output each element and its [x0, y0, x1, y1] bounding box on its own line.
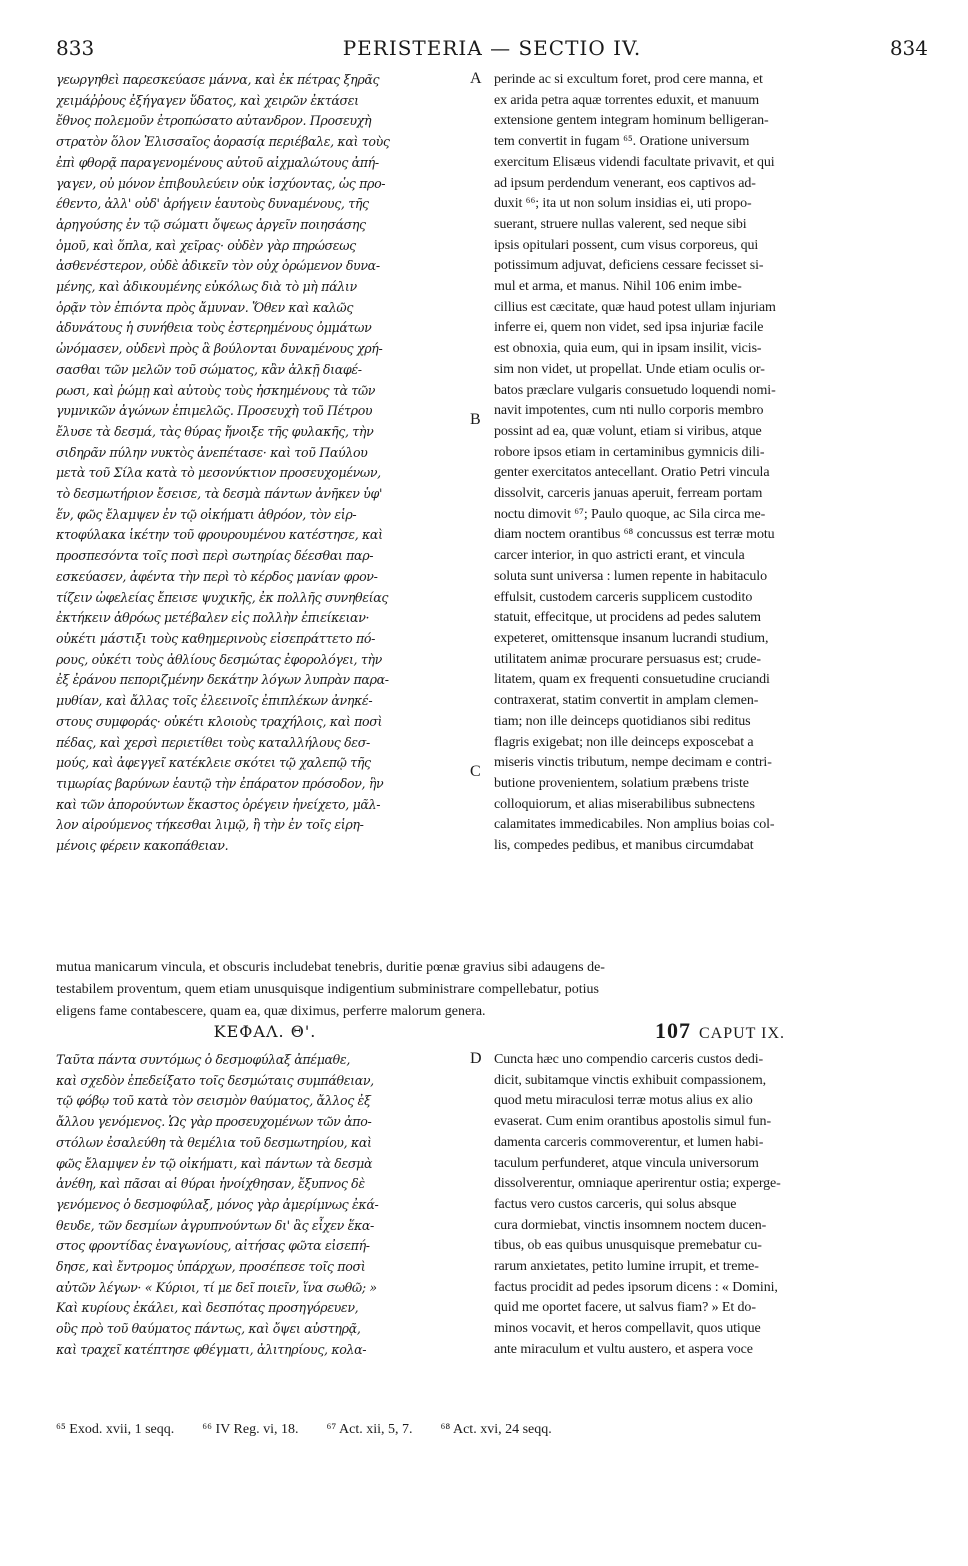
greek-text-line: πέδας, καὶ χερσὶ περιετίθει τοὺς καταλλήλους δεσ-: [56, 734, 370, 750]
greek-text-line: στρατὸν ὅλον Ἐλισσαῖος ἀορασίᾳ περιέβαλε, καὶ τοὺς: [56, 134, 390, 150]
greek-text-line: δησε, καὶ ἔντρομος ὑπάρχων, προσέπεσε τοῖς ποσὶ: [56, 1259, 366, 1275]
latin-text-line: factus vero custos carceris, qui solus absque: [494, 1196, 737, 1212]
margin-letter-a: A: [470, 70, 482, 87]
latin-text-line: factus procidit ad pedes ipsorum dicens : « Domini,: [494, 1279, 778, 1295]
latin-text-line: cillius est cæcitate, quæ haud potest ullam injuriam: [494, 299, 776, 315]
footnotes: [56, 1422, 928, 1438]
greek-text-line: μένοις φέρειν κακοπάθειαν.: [56, 838, 229, 854]
latin-text-line: noctu dimovit ⁶⁷; Paulo quoque, ac Sila circa me-: [494, 506, 766, 522]
greek-text-line: ἀνέθη, καὶ πᾶσαι αἱ θύραι ἠνοίχθησαν, ἔξυπνος δὲ: [56, 1176, 365, 1192]
greek-text-line: τῷ φόβῳ τοῦ κατὰ τὸν σεισμὸν θαύματος, ἄλλος ἐξ: [56, 1093, 371, 1109]
latin-text-line: expeteret, omittensque insanum lucrandi studium,: [494, 630, 769, 646]
greek-text-line: φῶς ἔλαμψεν ἐν τῷ οἰκήματι, καὶ πάντων τὰ δεσμὰ: [56, 1155, 373, 1171]
latin-text-line: dissolverentur, omniaque aperirentur ostia; experge-: [494, 1176, 781, 1192]
full-width-line: mutua manicarum vincula, et obscuris includebat tenebris, duritie pœnæ gravius sibi adaugens de-: [56, 960, 605, 975]
latin-chapter-heading: [560, 1018, 880, 1044]
footnote: ⁶⁷ Act. xii, 5, 7.: [326, 1422, 413, 1437]
latin-text-line: Cuncta hæc uno compendio carceris custos dedi-: [494, 1052, 764, 1067]
greek-text-line: Ταῦτα πάντα συντόμως ὁ δεσμοφύλαξ ἀπέμαθε,: [56, 1052, 350, 1067]
latin-text-line: colloquiorum, et alias miserabilibus subnectens: [494, 796, 755, 812]
latin-text-line: minos vocavit, et heros compellavit, quos utique: [494, 1321, 761, 1337]
greek-column-top: [56, 70, 468, 857]
latin-text-line: quid me oportet facere, ut salvus fiam? » Et do-: [494, 1300, 756, 1316]
full-width-text: [56, 957, 926, 1023]
latin-text-line: sim non videt, ut propellat. Unde etiam oculis or-: [494, 361, 765, 377]
latin-text-line: est obnoxia, quia eum, qui in ipsam insilit, vicis-: [494, 341, 762, 357]
latin-text-line: tem convertit in fugam ⁶⁵. Oratione universum: [494, 134, 750, 150]
latin-text-line: butione provenientem, solatium præbens triste: [494, 775, 749, 791]
latin-text-line: ad ipsum perdendum venerant, eos captivos ad-: [494, 175, 756, 191]
greek-text-line: ἕν, φῶς ἔλαμψεν ἐν τῷ οἰκήματι ἀθρόον, τὸν εἱρ-: [56, 506, 357, 522]
latin-text-line: calamitates immedicabiles. Non amplius boias col-: [494, 817, 775, 833]
latin-text-line: extensione gentem integram hominum belligeran-: [494, 113, 769, 129]
greek-text-line: τιμωρίας βαρύνων ἑαυτῷ τὴν ἐπάρατον πρόσοδον, ἣν: [56, 775, 384, 791]
latin-text-line: flagris exigebat; non ille deinceps exposcebat a: [494, 734, 754, 750]
greek-text-line: ὁρᾷν τὸν ἐπιόντα πρὸς ἄμυναν. Ὅθεν καὶ καλῶς: [56, 299, 354, 315]
latin-text-line: ipsis opitulari possent, cum visus corporeus, qui: [494, 237, 759, 253]
greek-text-line: ἀσθενέστερον, οὐδὲ ἀδικεῖν τὸν οὐχ ὁρώμενον δυνα-: [56, 258, 380, 274]
footnote: ⁶⁶ IV Reg. vi, 18.: [202, 1422, 299, 1437]
latin-text-line: diam noctem orantibus ⁶⁸ concussus est terræ motu: [494, 527, 775, 543]
greek-text-line: τίζειν ὠφελείας ἔπεισε ψυχικῆς, ἐκ πολλῆς συνηθείας: [56, 589, 389, 605]
greek-text-line: γαγεν, οὐ μόνον ἐπιβουλεύειν οὐκ ἰσχύοντας, ὡς προ-: [56, 175, 386, 191]
latin-text-line: tibus, ob eas quibus unusquisque premebatur cu-: [494, 1238, 762, 1254]
greek-text-line: καὶ τραχεῖ κατέπτησε φθέγματι, ἀλιτηρίους, κολα-: [56, 1341, 367, 1357]
greek-text-line: καὶ τῶν ἀπορούντων ἕκαστος ὀρέγειν ἠνείχετο, μᾶλ-: [56, 796, 381, 812]
latin-text-line: contraxerat, statim convertit in amplam clemen-: [494, 693, 759, 709]
latin-text-line: inferre ei, quem non videt, sed ipsa injuriæ facile: [494, 320, 764, 336]
greek-text-line: μετὰ τοῦ Σίλα κατὰ τὸ μεσονύκτιον προσευχομένων,: [56, 465, 381, 481]
greek-text-line: ἄλλου γενόμενος. Ὡς γὰρ προσευχομένων τῶν ἀπο-: [56, 1114, 372, 1130]
latin-text-line: tiam; non ille deinceps quotidianos sibi reditus: [494, 713, 751, 729]
greek-text-line: ρωσι, καὶ ῥώμῃ καὶ αὐτοὺς τοὺς ἠσκημένους τὰ τῶν: [56, 382, 376, 398]
greek-text-line: ἀρηγούσης ἐν τῷ σώματι ὄψεως ἀργεῖν ποιησάσης: [56, 216, 366, 232]
greek-text-line: ἔθνος πολεμοῦν ἐτροπώσατο αὐτανδρον. Προσευχὴ: [56, 113, 372, 129]
greek-text-line: Καὶ κυρίους ἐκάλει, καὶ δεσπότας προσηγόρευεν,: [56, 1300, 359, 1316]
greek-column-bottom: [56, 1050, 468, 1361]
latin-column-bottom: [494, 1050, 924, 1361]
greek-chapter-heading: ΚΕΦΑΛ. Θ'.: [213, 1022, 317, 1041]
greek-text-line: ἀδυνάτους ἡ συνήθεια τοὺς ἐστερημένους ὀμμάτων: [56, 320, 372, 336]
greek-text-line: εσκεύασεν, ἀφέντα τὴν περὶ τὸ κέρδος μανίαν φρον-: [56, 568, 378, 584]
footnote: ⁶⁸ Act. xvi, 24 seqq.: [440, 1422, 552, 1437]
greek-text-line: μούς, καὶ ἀφεγγεῖ κατέκλειε σκότει τῷ χαλεπῷ τῆς: [56, 755, 371, 771]
latin-text-line: duxit ⁶⁶; ita ut non solum insidias ei, uti propo-: [494, 196, 752, 212]
margin-letter-c: C: [470, 763, 481, 780]
greek-text-line: οὓς πρὸ τοῦ θαύματος πάντως, καὶ ὄψει αὐστηρᾷ,: [56, 1321, 361, 1337]
margin-letter-b: B: [470, 411, 481, 428]
greek-text-line: οὐκέτι μάστιξι τοὺς καθημερινοὺς εἰσεπράττετο πό-: [56, 630, 376, 646]
latin-text-line: miseris vinctis tributum, nempe decimam e contri-: [494, 755, 772, 771]
margin-letter-d: D: [470, 1050, 482, 1067]
latin-text-line: potissimum adjuvat, deficiens cessare fecisset si-: [494, 258, 764, 274]
latin-chapter-title: CAPUT IX.: [698, 1025, 786, 1042]
greek-text-line: αὐτῶν λέγων· « Κύριοι, τί με δεῖ ποιεῖν, ἵνα σωθῶ; »: [56, 1279, 377, 1295]
greek-text-line: γεωργηθεὶ παρεσκεύασε μάννα, καὶ ἐκ πέτρας ξηρᾶς: [56, 72, 380, 87]
latin-text-line: genter exercitatos antecellant. Oratio Petri vincula: [494, 465, 770, 481]
greek-text-line: μυθίαν, καὶ ἄλλας τοῖς ἐλεεινοῖς ἐπιπλέκων ἀνηκέ-: [56, 693, 373, 709]
greek-text-line: μένης, καὶ ἀδικουμένης εὐκόλως διὰ τὸ μὴ πάλιν: [56, 279, 357, 295]
latin-text-line: rarum anxietates, petito lumine irrupit, et treme-: [494, 1259, 759, 1275]
full-width-line: eligens fame contabescere, quam ea, quæ diximus, perferre malorum genera.: [56, 1004, 486, 1019]
greek-text-line: καὶ σχεδὸν ἐπεδείξατο τοῖς δεσμώταις συμπάθειαν,: [56, 1072, 374, 1088]
greek-text-line: σιδηρᾶν πύλην νυκτὸς ἀνεπέτασε· καὶ τοῦ Παύλου: [56, 444, 368, 460]
latin-text-line: taculum perfunderet, atque vincula universorum: [494, 1155, 759, 1171]
greek-text-line: ἐξ ἐράνου πεποριζμένην δεκάτην λόγων λυπρὰν παρα-: [56, 672, 389, 688]
greek-text-line: ὁμοῦ, καὶ ὅπλα, καὶ χεῖρας· οὐδὲν γὰρ πηρώσεως: [56, 237, 356, 253]
page-header: [56, 36, 928, 66]
greek-text-line: έθεντο, ἀλλ' οὐδ' ἀρήγειν ἑαυτοὺς δυναμένους, τῆς: [56, 196, 369, 212]
latin-text-line: quod metu miraculosi terræ motus alius ex alio: [494, 1093, 753, 1109]
greek-text-line: σασθαι τῶν μελῶν τοῦ σώματος, κἂν ἀλκῇ διαφέ-: [56, 361, 362, 377]
latin-text-line: possint ad ea, quæ volunt, etiam si viribus, atque: [494, 423, 762, 439]
latin-text-line: lis, compedes pedibus, et manibus circumdabat: [494, 838, 754, 854]
greek-text-line: ἐκτήκειν ἀθρόως μετέβαλεν εἰς πολλὴν ἐπιείκειαν·: [56, 610, 370, 626]
page-number-left: 833: [56, 36, 95, 60]
latin-text-line: navit impotentes, cum nti nullo corporis membro: [494, 403, 764, 419]
greek-text-line: προσπεσόντα τοῖς ποσὶ περὶ σωτηρίας δέεσθαι παρ-: [56, 548, 374, 564]
latin-text-line: robore ipsos etiam in certaminibus gymnicis dili-: [494, 444, 765, 460]
full-width-line: testabilem proventum, quem etiam unusquisque indigentium subministrare compellebatur, potius: [56, 982, 600, 997]
latin-text-line: cura dormiebat, vinctis insomnem noctem ducen-: [494, 1217, 767, 1233]
latin-text-line: litatem, quam ex frequenti consuetudine cruciandi: [494, 672, 770, 688]
latin-text-line: statuit, effecitque, ut procidens ad pedes salutem: [494, 610, 761, 626]
footnote: ⁶⁵ Exod. xvii, 1 seqq.: [56, 1422, 175, 1437]
greek-text-line: τὸ δεσμωτήριον ἔσεισε, τὰ δεσμὰ πάντων ἀνῆκεν ὑφ': [56, 486, 383, 502]
greek-text-line: στόλων ἐσαλεύθη τὰ θεμέλια τοῦ δεσμωτηρίου, καὶ: [56, 1134, 372, 1150]
latin-text-line: batos præclare vulgaris consuetudo loquendi nomi-: [494, 382, 776, 398]
latin-text-line: soluta sunt universa : lumen repente in habitaculo: [494, 568, 767, 584]
latin-text-line: evaserat. Cum enim orantibus apostolis simul fun-: [494, 1114, 772, 1130]
latin-text-line: dissolvit, carceris januas aperuit, ferream portam: [494, 486, 763, 502]
latin-text-line: dicit, subitamque vinctis exhibuit compassionem,: [494, 1072, 767, 1088]
latin-column-top: [494, 70, 924, 857]
greek-text-line: χειμάῤῥους ἐξήγαγεν ὕδατος, καὶ χειρῶν ἐκτάσει: [56, 92, 359, 108]
greek-text-line: γυμνικῶν ἀγώνων ἐπιμελῶς. Προσευχὴ τοῦ Πέτρου: [56, 403, 373, 419]
page-number-right: 834: [889, 36, 928, 60]
latin-text-line: ante miraculum et vultu austero, et aspera voce: [494, 1341, 753, 1357]
greek-text-line: γενόμενος ὁ δεσμοφύλαξ, μόνος γὰρ ἀμερίμνως ἐκά-: [56, 1196, 379, 1212]
running-title: PERISTERIA — SECTIO IV.: [342, 36, 642, 60]
greek-text-line: στος φροντίδας ἐναγωνίους, αἰτήσας φῶτα εἰσεπή-: [56, 1238, 370, 1254]
latin-text-line: exercitum Elisæus videndi facultate privavit, et qui: [494, 154, 775, 170]
greek-text-line: ρους, οὐκέτι τοὺς ἀθλίους δεσμώτας ἐφορολόγει, τὴν: [56, 651, 382, 667]
greek-text-line: ὠνόμασεν, οὐδενὶ πρὸς ἃ βούλονται δυναμένους χρή-: [56, 341, 383, 357]
latin-text-line: damenta carceris commoverentur, et lumen habi-: [494, 1134, 764, 1150]
latin-text-line: mul et arma, et manus. Nihil 106 enim imbe-: [494, 279, 742, 295]
latin-text-line: effulsit, custodem carceris supplicem custodito: [494, 589, 753, 605]
greek-text-line: ἔλυσε τὰ δεσμά, τὰς θύρας ἤνοιξε τῆς φυλακῆς, τὴν: [56, 423, 374, 439]
latin-text-line: perinde ac si excultum foret, prod cere manna, et: [494, 72, 763, 87]
greek-text-line: στους συμφοράς· οὐκέτι κλοιοὺς τραχήλοις, καὶ ποσὶ: [56, 713, 383, 729]
greek-text-line: ἐπὶ φθορᾷ παραγενομένους αὐτοῦ αἰχμαλώτους ἀπή-: [56, 154, 379, 170]
latin-text-line: ex arida petra aquæ torrentes eduxit, et manuum: [494, 92, 760, 108]
greek-text-line: κτοφύλακα ἱκέτην τοῦ φρουρουμένου κατέστησε, καὶ: [56, 527, 383, 543]
chapter-number: 107: [654, 1018, 691, 1043]
greek-text-line: θευδε, τῶν δεσμίων ἀγρυπνούντων δι' ἃς εἶχεν ἕκα-: [56, 1217, 374, 1233]
greek-text-line: λον αἱρούμενος τήκεσθαι λιμῷ, ἢ τὴν ἐν τοῖς εἱρη-: [56, 817, 364, 833]
latin-text-line: utilitatem animæ procurare persuasus est; crude-: [494, 651, 761, 667]
latin-text-line: carcer interior, in quo astricti erant, et vincula: [494, 548, 745, 564]
latin-text-line: suerant, struere nullas valerent, sed neque sibi: [494, 216, 747, 232]
